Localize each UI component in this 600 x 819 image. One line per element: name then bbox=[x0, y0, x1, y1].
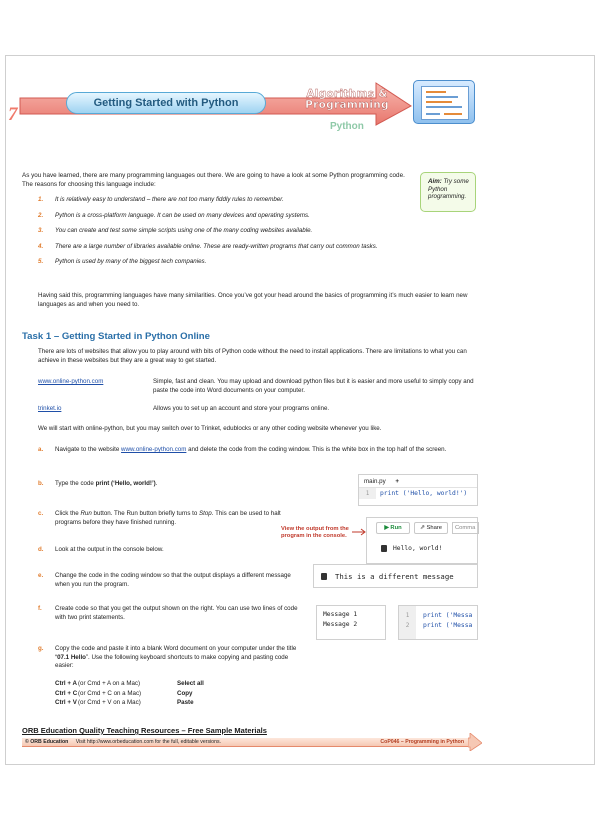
run-button[interactable]: ▶ Run bbox=[376, 522, 410, 534]
command-button[interactable]: Comma bbox=[452, 522, 479, 534]
line-number: 1 bbox=[359, 488, 376, 499]
shortcut-row: Ctrl + C (or Cmd + C on a Mac) Copy bbox=[55, 689, 193, 697]
list-item: 1. It is relatively easy to understand – there are not too many fiddly rules to remember. bbox=[38, 196, 284, 203]
subject-tag: Python bbox=[330, 121, 364, 132]
aim-text: Try some Python programming. bbox=[428, 178, 469, 200]
shortcut-row: Ctrl + A (or Cmd + A on a Mac) Select all bbox=[55, 680, 204, 687]
code-editor-screenshot bbox=[358, 474, 478, 506]
console-output: This is a different message bbox=[335, 572, 454, 581]
expected-output-screenshot bbox=[316, 605, 386, 640]
task-intro: There are lots of websites that allow you to play around with bits of Python code without the need to install applications. There are limitations to what you can achieve in these websites but they are a great way to get started. bbox=[38, 348, 467, 364]
code-line: print ('Hello, world!') bbox=[380, 490, 468, 497]
trinket-link[interactable]: trinket.io bbox=[38, 405, 62, 412]
site-description: Allows you to set up an account and store your programs online. bbox=[153, 405, 330, 412]
run-panel-screenshot bbox=[366, 517, 478, 564]
online-python-link[interactable]: www.online-python.com bbox=[38, 378, 104, 385]
code-line: print ('Messa bbox=[423, 622, 473, 629]
copyright: © ORB Education bbox=[25, 739, 69, 745]
footer-visit-text: Visit http://www.orbeducation.com for the full, editable versions. bbox=[75, 739, 221, 745]
two-line-code-screenshot bbox=[398, 605, 478, 640]
subject-label bbox=[292, 89, 402, 111]
editor-tab-bar bbox=[359, 475, 477, 488]
console-screenshot-different-message bbox=[313, 564, 478, 588]
online-python-inline-link[interactable]: www.online-python.com bbox=[121, 446, 187, 453]
footer-title: ORB Education Quality Teaching Resources – Free Sample Materials bbox=[22, 726, 267, 735]
page-title: Getting Started with Python bbox=[66, 92, 266, 114]
output-line: Message 2 bbox=[323, 621, 358, 628]
console-output: Hello, world! bbox=[393, 545, 443, 552]
subject-line-2: Programming bbox=[305, 99, 389, 111]
chapter-number: 7 bbox=[8, 104, 18, 125]
reasons-list bbox=[38, 196, 448, 274]
subject-line-1: Algorithms & bbox=[306, 88, 388, 100]
list-item: 2. Python is a cross-platform language. It can be used on many devices and operating systems. bbox=[38, 211, 310, 219]
editor-tab-main[interactable]: main.py bbox=[364, 478, 386, 485]
task-heading: Task 1 – Getting Started in Python Online bbox=[22, 331, 210, 342]
list-item: 3. You can create and test some simple scripts using one of the many coding websites available. bbox=[38, 227, 313, 234]
terminal-icon bbox=[381, 545, 387, 552]
share-button[interactable]: ⇗ Share bbox=[414, 522, 448, 534]
site-description: Simple, fast and clean. You may upload and download python files but it is easier and more useful to simply copy and paste the code into Word documents on your computer. bbox=[153, 378, 474, 394]
output-line: Message 1 bbox=[323, 611, 358, 618]
course-code: CoP046 – Programming in Python bbox=[380, 739, 464, 745]
code-line: print ('Messa bbox=[423, 612, 473, 619]
footer-bar bbox=[22, 738, 470, 747]
list-item: 4. There are a large number of libraries available online. These are ready-written programs that carry out common tasks. bbox=[38, 242, 378, 250]
keyboard-shortcuts bbox=[55, 680, 355, 709]
aim-label: Aim: bbox=[428, 178, 442, 185]
intro-paragraph: As you have learned, there are many programming languages out there. We are going to have a look at some Python programming code. The reasons for choosing this language include: bbox=[22, 172, 405, 188]
footer-arrow-icon bbox=[468, 733, 482, 751]
add-tab-icon[interactable]: + bbox=[395, 478, 400, 485]
code-window-thumbnail-icon bbox=[413, 80, 475, 124]
terminal-icon bbox=[321, 573, 327, 580]
line-numbers: 1 2 bbox=[399, 606, 416, 639]
console-callout: View the output from the program in the console. bbox=[281, 526, 349, 539]
switch-paragraph: We will start with online-python, but you may switch over to Trinket, edublocks or any other coding website whenever you like. bbox=[38, 425, 382, 432]
shortcut-row: Ctrl + V (or Cmd + V on a Mac) Paste bbox=[55, 699, 194, 706]
similarities-paragraph: Having said this, programming languages have many similarities. Once you’ve got your head around the basics of programming it’s much easier to learn new languages as and when you need to. bbox=[38, 292, 468, 308]
list-item: 5. Python is used by many of the biggest tech companies. bbox=[38, 258, 207, 265]
